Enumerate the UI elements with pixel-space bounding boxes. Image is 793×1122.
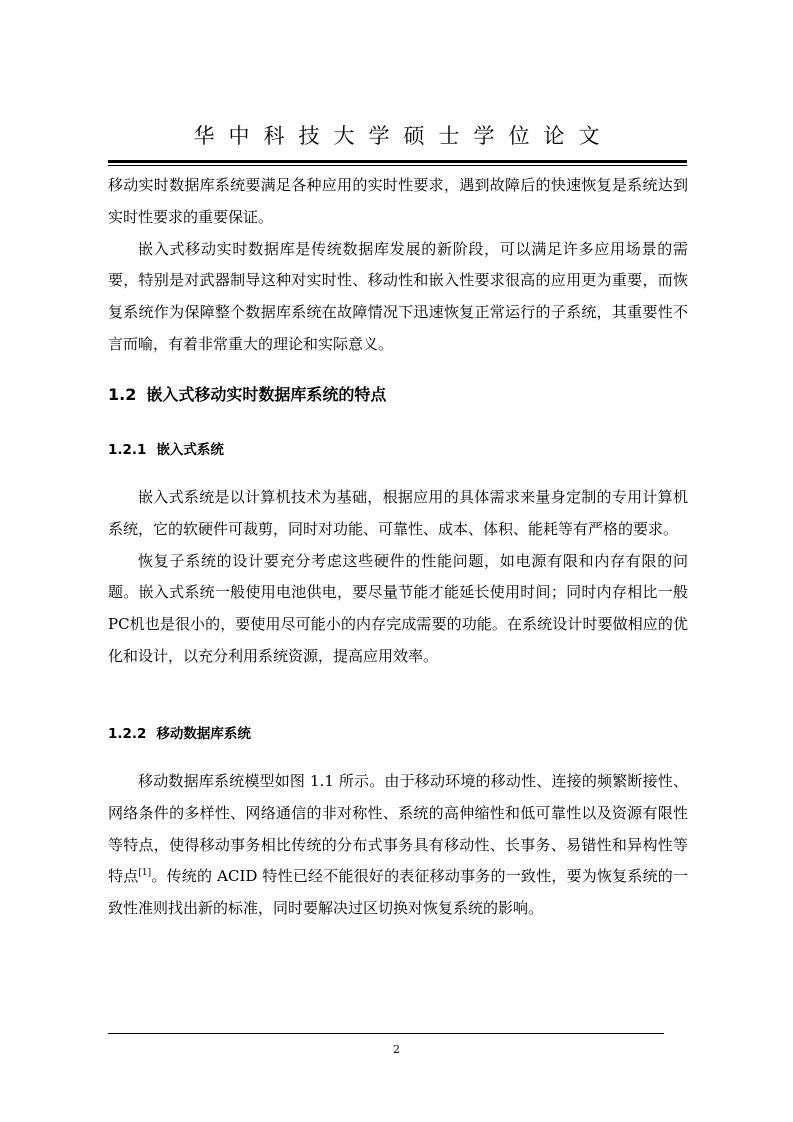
section-title: 嵌入式移动实时数据库系统的特点 [146,385,387,404]
paragraph-text-start: 移动数据库系统模型如图 1.1 所示。由于移动环境的移动性、连接的频繁断接性、网络条件的多样性、网络通信的非对称性、系统的高伸缩性和低可靠性以及资源有限性等特点，使得移动事务相比传统的分布式事务具有移动性、长事务、易错性和异构性等特点 [108,772,688,886]
embedded-paragraph-2: 恢复子系统的设计要充分考虑这些硬件的性能问题，如电源有限和内存有限的问题。嵌入式系统一般使用电池供电，要尽量节能才能延长使用时间；同时内存相比一般PC机也是很小的，要使用尽可能小的内存完成需要的功能。在系统设计时要做相应的优化和设计，以充分利用系统资源，提高应用效率。 [108,551,688,665]
header-rule [108,160,687,166]
intro-paragraph-2: 嵌入式移动实时数据库是传统数据库发展的新阶段，可以满足许多应用场景的需要，特别是对武器制导这种对实时性、移动性和嵌入性要求很高的应用更为重要，而恢复系统作为保障整个数据库系统在故障情况下迅速恢复正常运行的子系统，其重要性不言而喻，有着非常重大的理论和实际意义。 [108,239,688,353]
section-heading-1-2-1 [108,440,688,460]
mobile-db-paragraph-1 [108,766,688,925]
mobile-db-section [108,766,688,925]
section-heading-1-2-2 [108,724,688,744]
intro-paragraph-1: 移动实时数据库系统要满足各种应用的实时性要求，遇到故障后的快速恢复是系统达到实时性要求的重要保证。 [108,176,688,226]
page-number: 2 [393,1043,400,1056]
subsection-number: 1.2.1 [108,442,147,458]
embedded-paragraph-1: 嵌入式系统是以计算机技术为基础，根据应用的具体需求来量身定制的专用计算机系统，它的软硬件可裁剪，同时对功能、可靠性、成本、体积、能耗等有严格的要求。 [108,488,688,538]
footer-rule [108,1033,664,1034]
section-number: 1.2 [108,385,137,404]
subsection-number: 1.2.2 [108,726,147,742]
running-header: 华中科技大学硕士学位论文 [193,124,614,148]
section-heading-1-2 [108,383,688,407]
subsection-title: 嵌入式系统 [156,442,224,458]
paragraph-text-end: 。传统的 ACID 特性已经不能很好的表征移动事务的一致性，要为恢复系统的一致性准则找出新的标准，同时要解决过区切换对恢复系统的影响。 [108,867,688,918]
embedded-system-section [108,482,688,673]
citation-reference[interactable]: [1] [138,868,152,879]
intro-section [108,170,688,361]
subsection-title: 移动数据库系统 [156,726,251,742]
